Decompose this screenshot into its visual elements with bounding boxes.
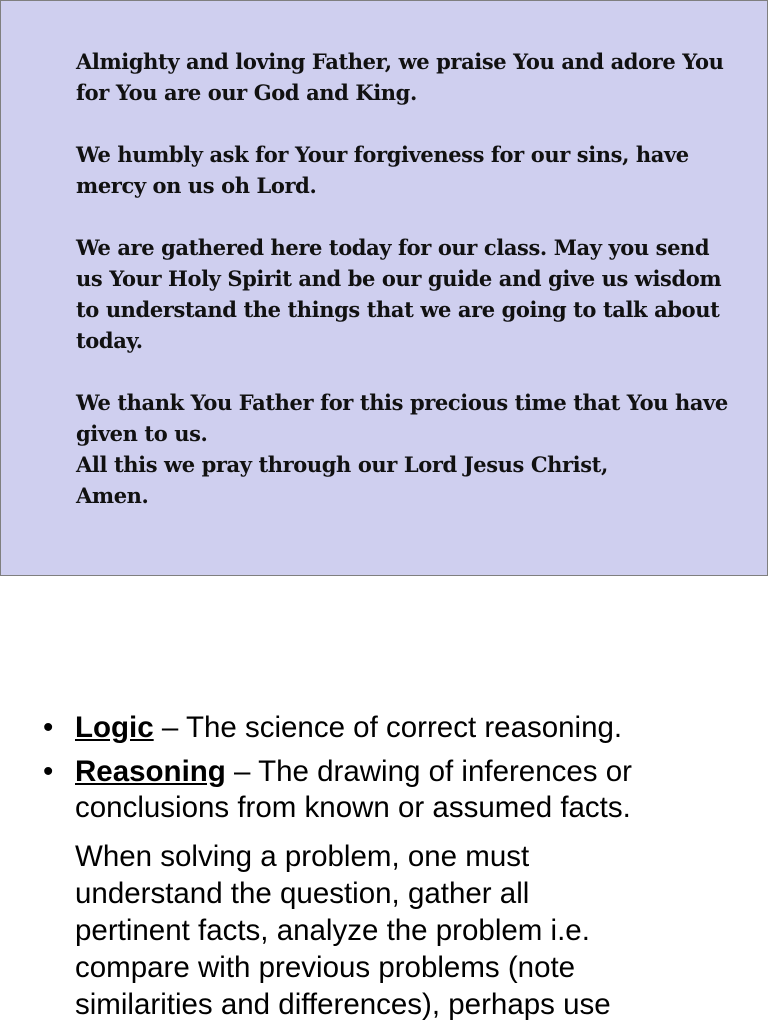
problem-solving-paragraph	[75, 838, 765, 1023]
paragraph-line: understand the question, gather all	[75, 877, 530, 910]
logic-slide	[0, 690, 768, 1024]
definition-reasoning: – The drawing of inferences or conclusions from known or assumed facts.	[75, 755, 632, 824]
bullet-item-logic	[40, 710, 740, 746]
prayer-paragraph	[76, 46, 751, 108]
prayer-line: us Your Holy Spirit and be our guide and give us wisdom	[76, 266, 722, 291]
prayer-line: Almighty and loving Father, we praise You and adore You	[76, 49, 724, 74]
term-reasoning: Reasoning	[75, 755, 226, 788]
bullet-icon: •	[43, 755, 54, 788]
prayer-line: given to us.	[76, 421, 208, 446]
paragraph-line: compare with previous problems (note	[75, 951, 576, 984]
bullet-icon: •	[43, 711, 54, 744]
definition-list	[40, 710, 740, 834]
prayer-line: for You are our God and King.	[76, 80, 417, 105]
prayer-paragraph	[76, 139, 751, 201]
definition-logic: – The science of correct reasoning.	[153, 711, 623, 744]
prayer-paragraph	[76, 387, 751, 511]
prayer-line: All this we pray through our Lord Jesus Christ,	[76, 452, 608, 477]
bullet-item-reasoning	[40, 754, 740, 826]
prayer-line: We thank You Father for this precious time that You have	[76, 390, 728, 415]
prayer-line: Amen.	[76, 483, 149, 508]
prayer-line: We humbly ask for Your forgiveness for our sins, have	[76, 142, 689, 167]
prayer-line: to understand the things that we are going to talk about	[76, 297, 720, 322]
prayer-text	[76, 46, 751, 511]
prayer-paragraph	[76, 232, 751, 356]
paragraph-line: When solving a problem, one must	[75, 840, 530, 873]
prayer-line: We are gathered here today for our class. May you send	[76, 235, 710, 260]
prayer-line: mercy on us oh Lord.	[76, 173, 317, 198]
prayer-line: today.	[76, 328, 143, 353]
paragraph-line: pertinent facts, analyze the problem i.e.	[75, 914, 590, 947]
term-logic: Logic	[75, 711, 154, 744]
paragraph-line: similarities and differences), perhaps use	[75, 988, 611, 1021]
